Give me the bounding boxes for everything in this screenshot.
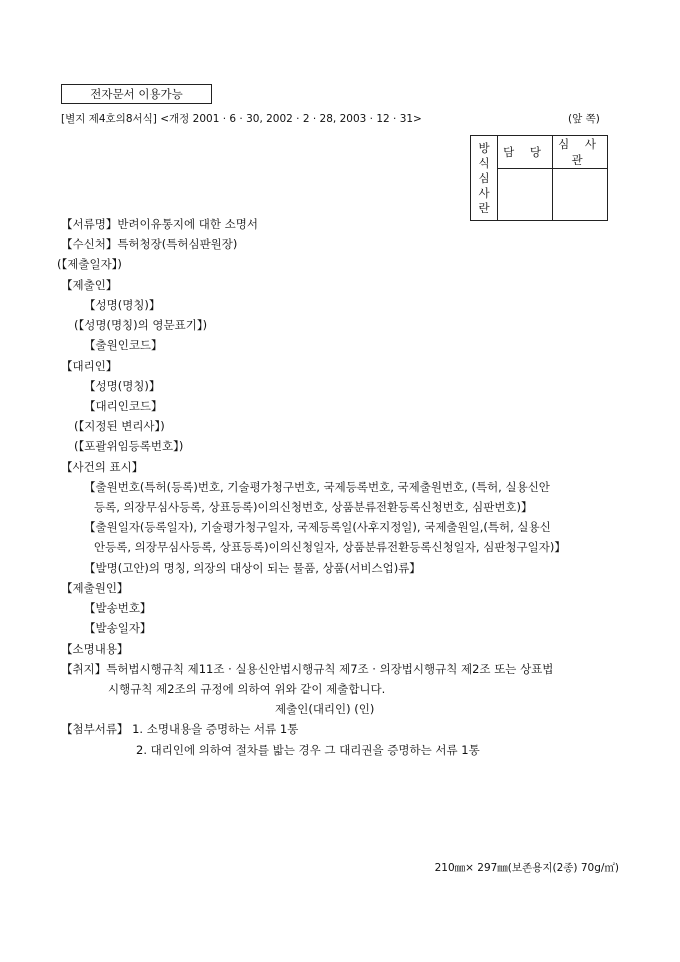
purpose-statement: 【취지】특허법시행규칙 제11조 · 실용신안법시행규칙 제7조 · 의장법시행규칙 제2조 또는 상표법 bbox=[61, 662, 554, 676]
agent-name-field: 【성명(명칭)】 bbox=[84, 379, 161, 393]
submitter-section: 【제출인】 bbox=[61, 278, 118, 292]
send-number-field: 【발송번호】 bbox=[84, 601, 152, 615]
signature-line: 제출인(대리인) (인) bbox=[275, 702, 375, 716]
application-number-continued: 등록, 의장무심사등록, 상표등록)이의신청번호, 상품분류전환등록신청번호, 심판번호)】 bbox=[94, 500, 533, 514]
examiner-stamp-cell[interactable] bbox=[553, 169, 608, 221]
approval-box bbox=[470, 135, 608, 221]
page-side-label: (앞 쪽) bbox=[568, 113, 600, 125]
examiner-header: 심 사 관 bbox=[553, 136, 608, 169]
recipient: 【수신처】특허청장(특허심판원장) bbox=[61, 237, 238, 251]
in-charge-header: 담 당 bbox=[498, 136, 553, 169]
case-display-section: 【사건의 표시】 bbox=[61, 460, 144, 474]
document-type: 【서류명】반려이유통지에 대한 소명서 bbox=[61, 217, 258, 231]
application-date-field: 【출원일자(등록일자), 기술평가청구일자, 국제등록일(사후지정일), 국제출원일,(특허, 실용신 bbox=[84, 520, 551, 534]
purpose-statement-continued: 시행규칙 제2조의 규정에 의하여 위와 같이 제출합니다. bbox=[108, 682, 386, 696]
submitter-name-field: 【성명(명칭)】 bbox=[84, 298, 161, 312]
application-number-field: 【출원번호(특허(등록)번호, 기술평가청구번호, 국제등록번호, 국제출원번호, (특허, 실용신안 bbox=[84, 480, 550, 494]
agent-code-field: 【대리인코드】 bbox=[84, 399, 163, 413]
method-char: 사 bbox=[478, 185, 490, 200]
in-charge-stamp-cell[interactable] bbox=[498, 169, 553, 221]
submission-cause-section: 【제출원인】 bbox=[61, 581, 129, 595]
method-char: 방 bbox=[478, 140, 490, 155]
agent-section: 【대리인】 bbox=[61, 359, 118, 373]
method-char: 란 bbox=[478, 200, 490, 215]
applicant-code-field: 【출원인코드】 bbox=[84, 338, 163, 352]
submit-date-field: (【제출일자】) bbox=[57, 257, 122, 271]
method-char: 심 bbox=[478, 170, 490, 185]
invention-name-field: 【발명(고안)의 명칭, 의장의 대상이 되는 물품, 상품(서비스업)류】 bbox=[84, 561, 421, 575]
form-reference: [별지 제4호의8서식] <개정 2001 · 6 · 30, 2002 · 2 · 28, 2003 · 12 · 31> bbox=[61, 113, 422, 125]
application-date-continued: 안등록, 의장무심사등록, 상표등록)이의신청일자, 상품분류전환등록신청일자, 심판청구일자)】 bbox=[94, 540, 566, 554]
paper-specification: 210㎜× 297㎜(보존용지(2종) 70g/㎡) bbox=[434, 862, 619, 874]
attachment-item-2: 2. 대리인에 의하여 절차를 밟는 경우 그 대리권을 증명하는 서류 1통 bbox=[136, 743, 480, 757]
designated-attorney-field: (【지정된 변리사】) bbox=[74, 419, 165, 433]
attachments-section: 【첨부서류】 1. 소명내용을 증명하는 서류 1통 bbox=[61, 722, 299, 736]
electronic-document-badge: 전자문서 이용가능 bbox=[61, 84, 212, 104]
method-char: 식 bbox=[478, 155, 490, 170]
general-power-number-field: (【포괄위임등록번호】) bbox=[74, 439, 184, 453]
explanation-section: 【소명내용】 bbox=[61, 642, 129, 656]
submitter-name-english-field: (【성명(명칭)의 영문표기】) bbox=[74, 318, 208, 332]
method-review-label bbox=[471, 136, 498, 221]
send-date-field: 【발송일자】 bbox=[84, 621, 152, 635]
